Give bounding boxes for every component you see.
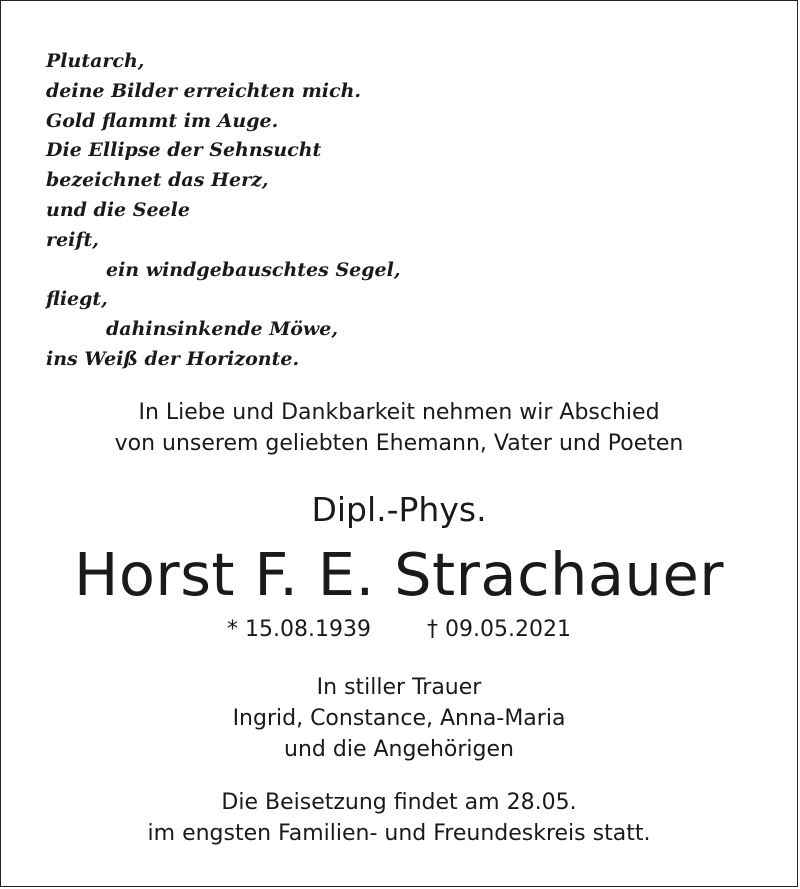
poem-line: ins Weiß der Horizonte. — [46, 347, 300, 370]
funeral-line: Die Beisetzung findet am 28.05. — [221, 790, 577, 815]
poem-line: Die Ellipse der Sehnsucht — [46, 139, 322, 162]
mourners-line: und die Angehörigen — [284, 737, 514, 762]
poem-line: ein windgebauschtes Segel, — [106, 258, 401, 281]
mourners-line: In stiller Trauer — [316, 675, 482, 700]
life-dates — [1, 614, 797, 646]
mourners — [1, 672, 797, 765]
farewell-intro — [1, 397, 797, 459]
academic-title: Dipl.-Phys. — [311, 490, 487, 529]
intro-line: In Liebe und Dankbarkeit nehmen wir Abschied — [138, 400, 660, 425]
funeral-info — [1, 787, 797, 849]
mourners-line: Ingrid, Constance, Anna-Maria — [232, 706, 566, 731]
poem-line: dahinsinkende Möwe, — [106, 318, 338, 341]
deceased-name: Horst F. E. Strachauer — [73, 540, 725, 609]
death-date: † 09.05.2021 — [427, 617, 571, 642]
intro-line: von unserem geliebten Ehemann, Vater und Poeten — [114, 431, 684, 456]
birth-date: * 15.08.1939 — [227, 617, 371, 642]
poem-line: Plutarch, — [46, 50, 145, 72]
poem — [46, 47, 400, 375]
poem-line: reift, — [46, 228, 99, 251]
poem-line: deine Bilder erreichten mich. — [46, 79, 362, 102]
poem-line: Gold flammt im Auge. — [46, 109, 279, 132]
funeral-line: im engsten Familien- und Freundeskreis statt. — [147, 821, 651, 846]
poem-line: bezeichnet das Herz, — [46, 169, 269, 192]
poem-line: und die Seele — [46, 198, 190, 221]
poem-line: fliegt, — [46, 288, 108, 311]
